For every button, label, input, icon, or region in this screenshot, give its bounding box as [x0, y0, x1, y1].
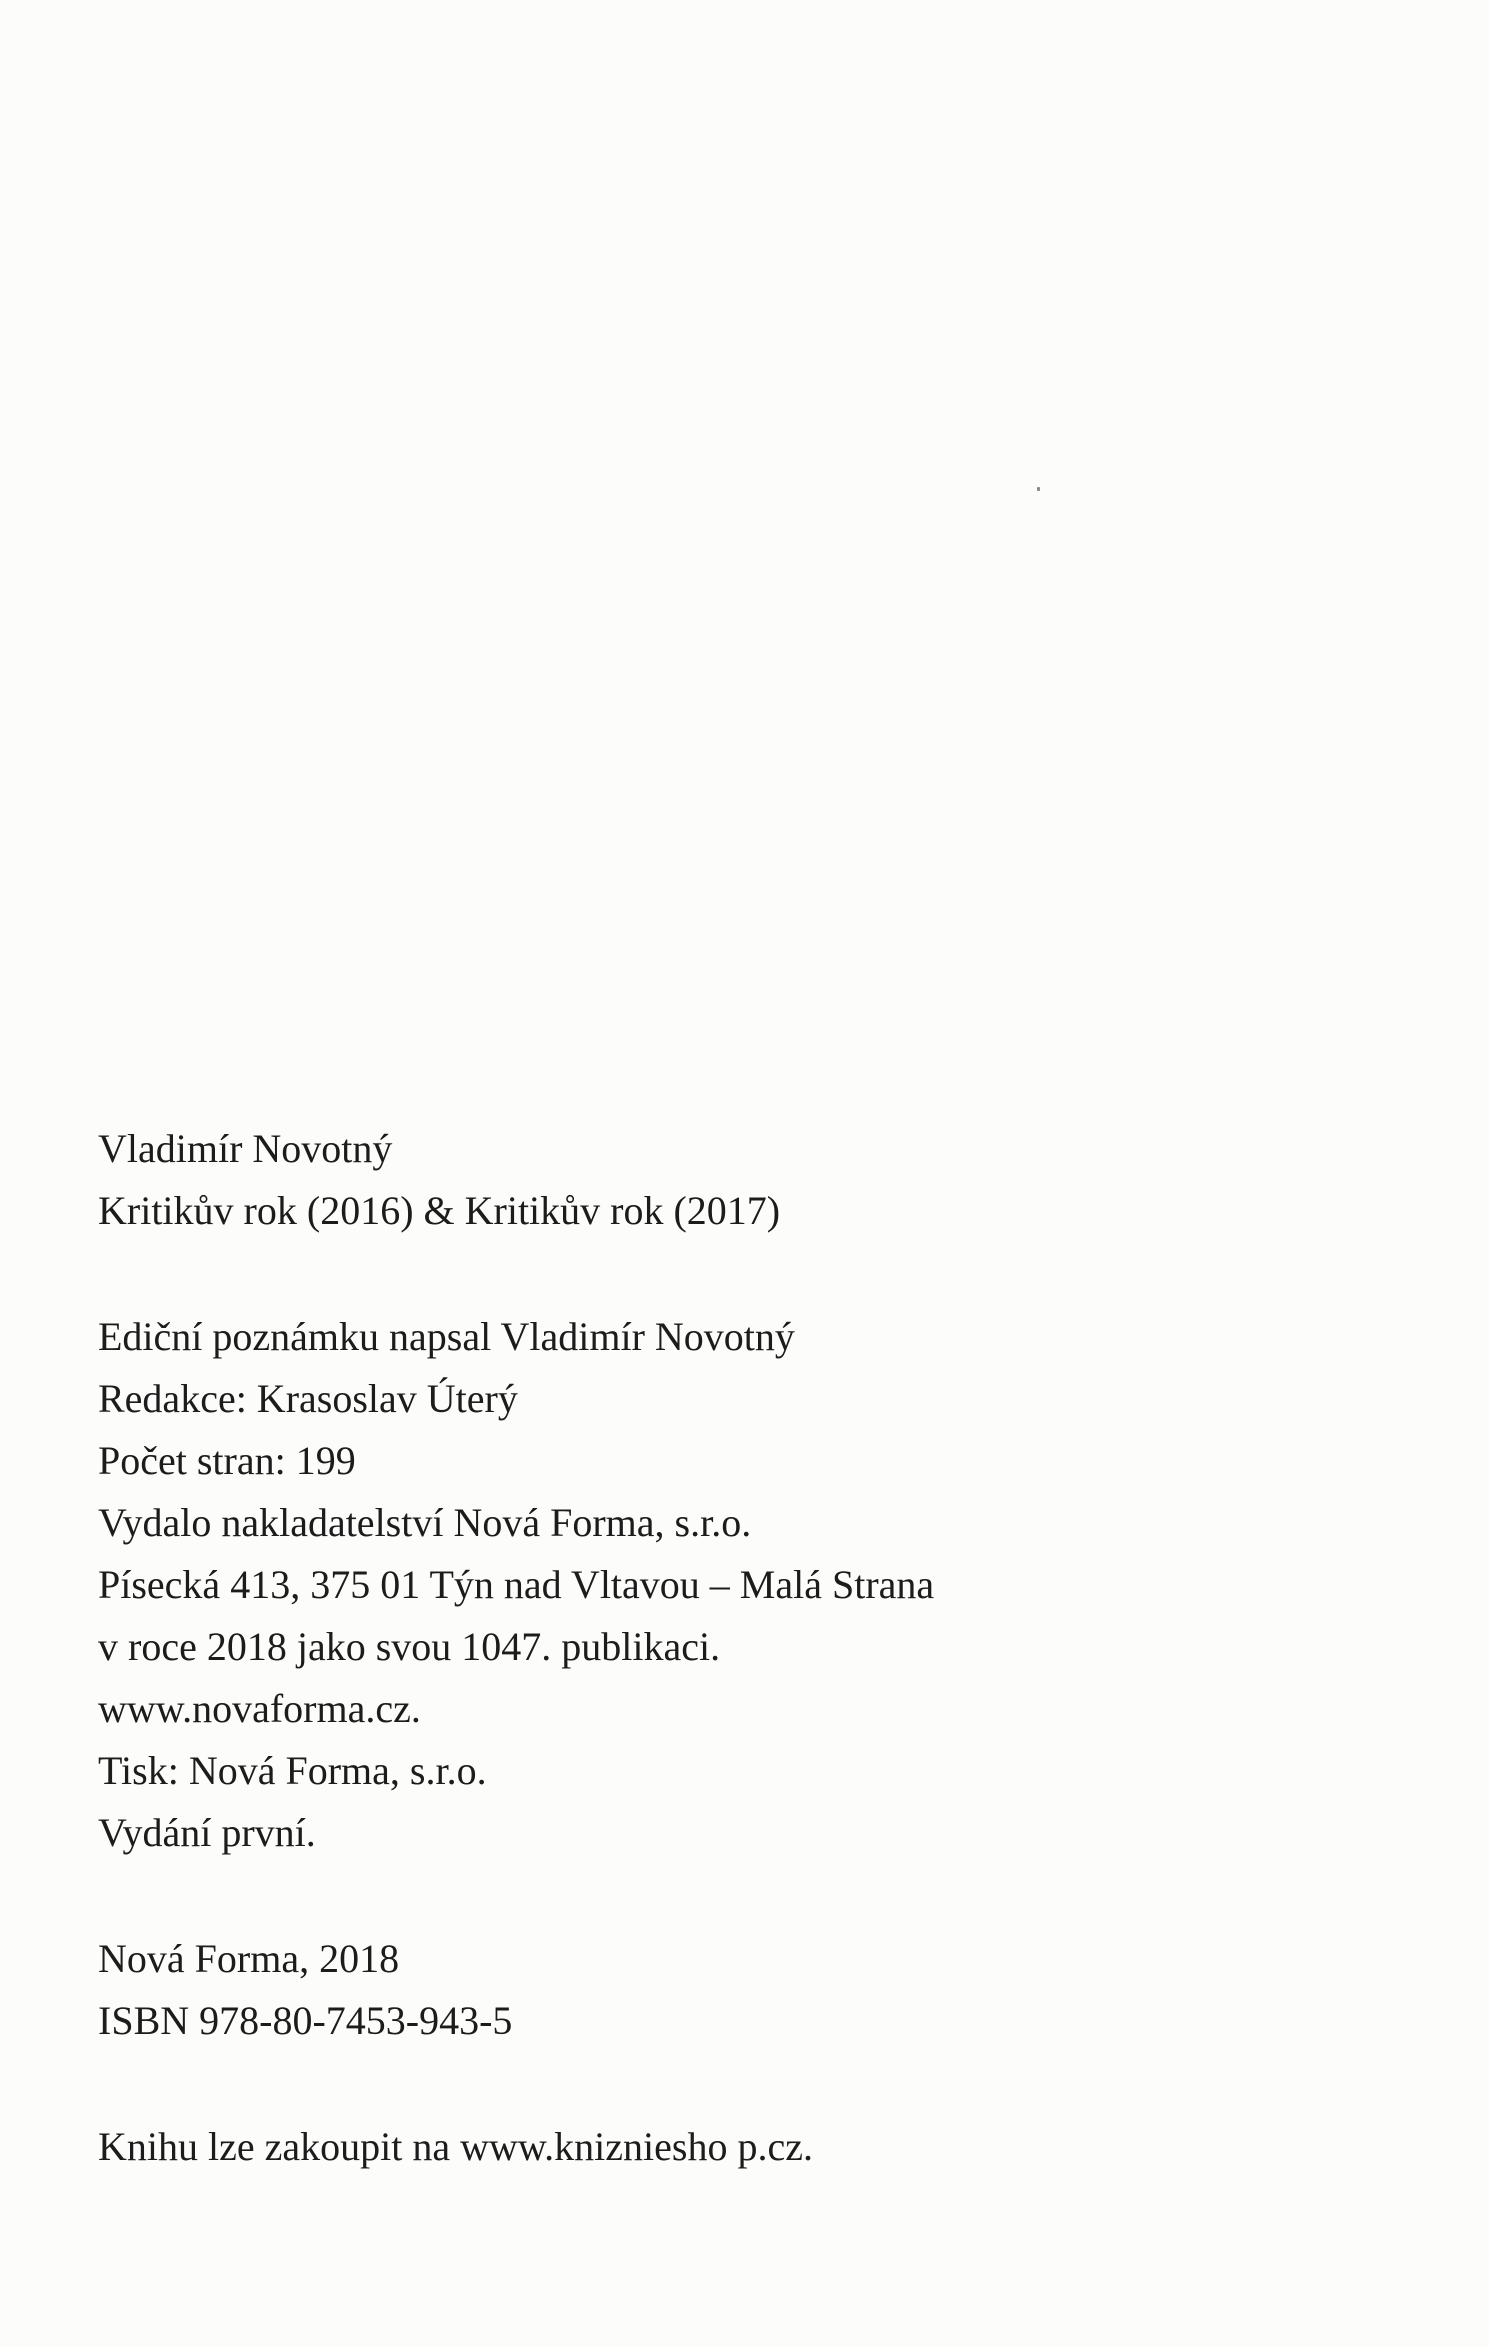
- purchase-line: Knihu lze zakoupit na www.knizniesho p.cz.: [98, 2124, 813, 2169]
- editorial-note-line: Ediční poznámku napsal Vladimír Novotný: [98, 1314, 795, 1359]
- author-name: Vladimír Novotný: [98, 1126, 393, 1171]
- isbn-block: [98, 1928, 1398, 2052]
- edition-line: Vydání první.: [98, 1810, 316, 1855]
- publisher-address-line: Písecká 413, 375 01 Týn nad Vltavou – Malá Strana: [98, 1562, 935, 1607]
- publication-details: [98, 1306, 1398, 1864]
- colophon: [98, 1118, 1398, 2178]
- page-count-line: Počet stran: 199: [98, 1438, 356, 1483]
- printer-line: Tisk: Nová Forma, s.r.o.: [98, 1748, 487, 1793]
- publication-year-line: v roce 2018 jako svou 1047. publikaci.: [98, 1624, 721, 1669]
- purchase-block: [98, 2116, 1398, 2178]
- publisher-year: Nová Forma, 2018: [98, 1936, 400, 1981]
- book-title: Kritikův rok (2016) & Kritikův rok (2017): [98, 1188, 781, 1233]
- isbn-number: ISBN 978-80-7453-943-5: [98, 1998, 513, 2043]
- publisher-line: Vydalo nakladatelství Nová Forma, s.r.o.: [98, 1500, 752, 1545]
- paper-speck: [1037, 487, 1040, 491]
- editor-line: Redakce: Krasoslav Úterý: [98, 1376, 518, 1421]
- publisher-website-line: www.novaforma.cz.: [98, 1686, 421, 1731]
- title-block: [98, 1118, 1398, 1242]
